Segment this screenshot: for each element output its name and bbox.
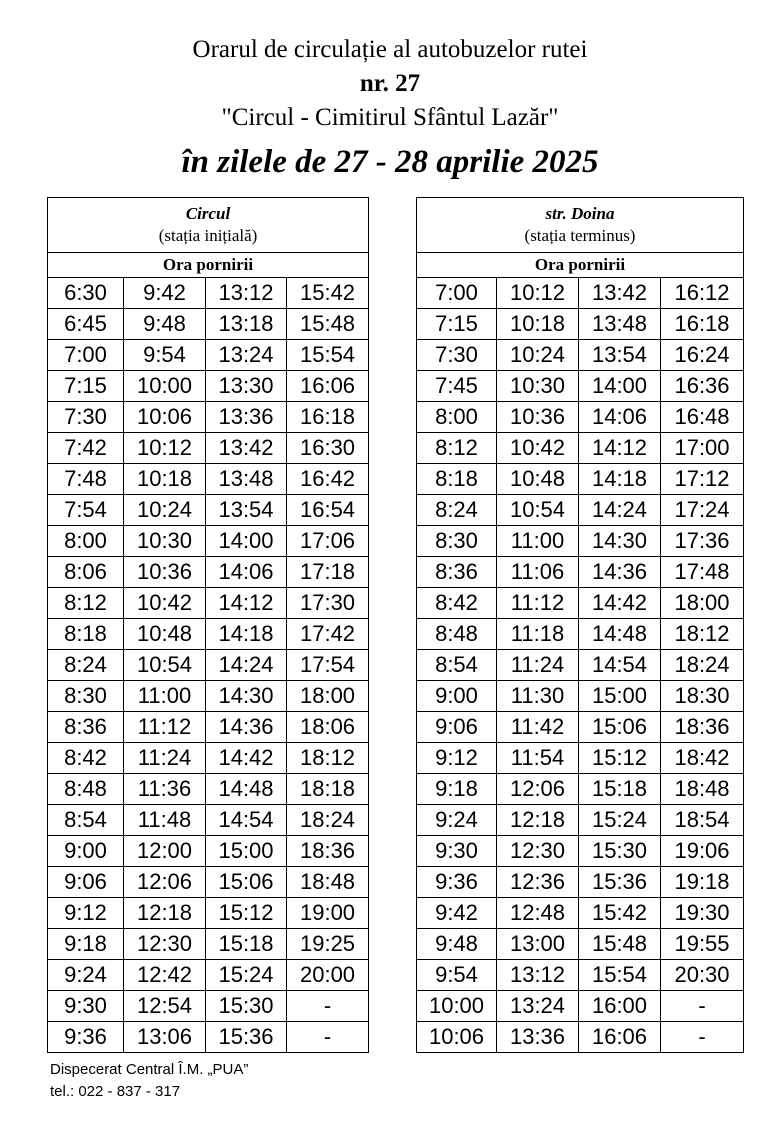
departure-time-cell: 11:24: [124, 743, 206, 774]
departure-time-cell: 9:54: [417, 960, 497, 991]
departure-time-cell: 15:30: [206, 991, 287, 1022]
departure-time-cell: 10:30: [497, 371, 579, 402]
dispatcher-name: Dispecerat Central Î.M. „PUA”: [50, 1061, 249, 1078]
table-row: [48, 340, 369, 371]
departure-time-cell: 8:54: [48, 805, 124, 836]
departure-time-cell: 7:30: [417, 340, 497, 371]
departure-time-cell: 18:42: [661, 743, 744, 774]
departure-time-cell: 7:00: [417, 278, 497, 309]
departure-time-cell: 11:12: [124, 712, 206, 743]
table-row: [48, 371, 369, 402]
table-row: [417, 278, 744, 309]
departure-time-cell: 13:54: [206, 495, 287, 526]
departure-time-cell: 18:30: [661, 681, 744, 712]
departure-time-cell: 9:30: [417, 836, 497, 867]
table-row: [417, 340, 744, 371]
departure-time-cell: 12:06: [124, 867, 206, 898]
departure-time-cell: 9:24: [48, 960, 124, 991]
departure-time-cell: 13:12: [497, 960, 579, 991]
departure-time-cell: 15:42: [287, 278, 369, 309]
departure-time-cell: 14:12: [206, 588, 287, 619]
departure-time-cell: 19:00: [287, 898, 369, 929]
departure-time-cell: 11:42: [497, 712, 579, 743]
departure-time-cell: 8:30: [417, 526, 497, 557]
table-row: [417, 898, 744, 929]
departure-time-cell: 9:42: [417, 898, 497, 929]
departure-time-cell: 9:36: [48, 1022, 124, 1053]
departure-time-cell: 11:36: [124, 774, 206, 805]
departure-time-cell: 7:54: [48, 495, 124, 526]
departure-time-cell: 10:12: [124, 433, 206, 464]
departure-time-cell: 13:42: [579, 278, 661, 309]
table-row: [48, 526, 369, 557]
departure-time-cell: 14:30: [579, 526, 661, 557]
departure-time-cell: -: [287, 991, 369, 1022]
departure-time-cell: 8:00: [417, 402, 497, 433]
departure-time-cell: 17:54: [287, 650, 369, 681]
departure-time-cell: 8:18: [417, 464, 497, 495]
departure-time-cell: 19:25: [287, 929, 369, 960]
departure-time-cell: 17:18: [287, 557, 369, 588]
departure-time-cell: 8:42: [48, 743, 124, 774]
departure-time-cell: 15:30: [579, 836, 661, 867]
departure-time-cell: 13:48: [579, 309, 661, 340]
departure-time-cell: 17:00: [661, 433, 744, 464]
departure-time-cell: 14:00: [579, 371, 661, 402]
schedule-table-circul: [47, 197, 369, 1053]
departure-time-cell: 10:54: [497, 495, 579, 526]
departure-time-cell: 11:24: [497, 650, 579, 681]
departure-time-cell: 15:54: [579, 960, 661, 991]
departure-time-cell: 14:36: [579, 557, 661, 588]
departure-time-cell: 9:00: [417, 681, 497, 712]
departure-time-cell: 10:42: [497, 433, 579, 464]
table-row: [48, 898, 369, 929]
table-row: [48, 650, 369, 681]
departure-time-cell: 10:18: [124, 464, 206, 495]
table-row: [417, 1022, 744, 1053]
schedule-table-str-doina: [416, 197, 744, 1053]
table-row: [48, 743, 369, 774]
departure-time-cell: 13:36: [206, 402, 287, 433]
table-row: [417, 619, 744, 650]
departure-time-cell: 14:00: [206, 526, 287, 557]
departure-time-cell: 14:54: [579, 650, 661, 681]
table-row: [417, 929, 744, 960]
departure-time-cell: 9:48: [124, 309, 206, 340]
departure-time-cell: 7:48: [48, 464, 124, 495]
departure-time-cell: 18:06: [287, 712, 369, 743]
departure-time-cell: 9:36: [417, 867, 497, 898]
departure-time-cell: 15:06: [206, 867, 287, 898]
departure-time-cell: 8:48: [417, 619, 497, 650]
departure-time-cell: 20:00: [287, 960, 369, 991]
departure-time-cell: 14:24: [206, 650, 287, 681]
table-row: [48, 836, 369, 867]
departure-time-cell: 10:24: [497, 340, 579, 371]
departure-time-cell: 18:00: [661, 588, 744, 619]
departure-time-cell: 14:06: [206, 557, 287, 588]
departure-time-cell: 18:48: [287, 867, 369, 898]
table-row: [48, 557, 369, 588]
table-row: [417, 557, 744, 588]
departure-time-cell: 10:54: [124, 650, 206, 681]
departure-time-cell: -: [661, 991, 744, 1022]
departure-time-cell: 12:48: [497, 898, 579, 929]
table-row: [417, 712, 744, 743]
departure-time-cell: 7:00: [48, 340, 124, 371]
departure-time-cell: 14:12: [579, 433, 661, 464]
table-row: [48, 991, 369, 1022]
departure-time-cell: 7:15: [417, 309, 497, 340]
table-row: [417, 743, 744, 774]
departure-time-cell: 14:42: [206, 743, 287, 774]
departure-time-cell: 10:48: [124, 619, 206, 650]
table-row: [417, 371, 744, 402]
departure-time-cell: 14:24: [579, 495, 661, 526]
departure-time-cell: 8:24: [48, 650, 124, 681]
departure-time-cell: 16:30: [287, 433, 369, 464]
departure-time-cell: 10:06: [124, 402, 206, 433]
departure-time-cell: 6:30: [48, 278, 124, 309]
table-row: [48, 588, 369, 619]
departure-time-cell: 8:30: [48, 681, 124, 712]
departure-time-cell: 11:54: [497, 743, 579, 774]
departure-time-cell: 16:18: [287, 402, 369, 433]
table-row: [48, 309, 369, 340]
station-name: Circul: [185, 204, 231, 223]
departure-time-cell: 12:00: [124, 836, 206, 867]
departure-time-cell: 14:06: [579, 402, 661, 433]
table-row: [48, 464, 369, 495]
departure-time-cell: 15:24: [579, 805, 661, 836]
departure-time-cell: -: [661, 1022, 744, 1053]
table-row: [48, 960, 369, 991]
departure-time-cell: 17:30: [287, 588, 369, 619]
departure-time-cell: 12:18: [497, 805, 579, 836]
departure-time-cell: 17:24: [661, 495, 744, 526]
table-row: [417, 526, 744, 557]
departure-time-cell: 10:48: [497, 464, 579, 495]
departure-time-cell: 14:18: [579, 464, 661, 495]
departure-time-cell: 15:18: [206, 929, 287, 960]
departure-time-cell: 13:48: [206, 464, 287, 495]
table-row: [48, 278, 369, 309]
table-row: [417, 836, 744, 867]
dispatcher-phone: tel.: 022 - 837 - 317: [50, 1083, 181, 1100]
departure-time-cell: 13:54: [579, 340, 661, 371]
departure-time-cell: 13:36: [497, 1022, 579, 1053]
departure-time-cell: 14:48: [579, 619, 661, 650]
departure-time-cell: 8:00: [48, 526, 124, 557]
table-row: [417, 991, 744, 1022]
table-row: [417, 960, 744, 991]
departure-time-cell: 10:42: [124, 588, 206, 619]
departure-time-cell: 11:06: [497, 557, 579, 588]
departure-time-cell: 12:18: [124, 898, 206, 929]
departure-time-cell: -: [287, 1022, 369, 1053]
departure-time-cell: 19:30: [661, 898, 744, 929]
departure-time-cell: 17:42: [287, 619, 369, 650]
departure-time-cell: 10:30: [124, 526, 206, 557]
departure-time-cell: 12:42: [124, 960, 206, 991]
departure-time-cell: 9:00: [48, 836, 124, 867]
departure-time-cell: 18:12: [287, 743, 369, 774]
departure-time-cell: 13:24: [206, 340, 287, 371]
departure-time-cell: 11:30: [497, 681, 579, 712]
departure-time-cell: 8:12: [417, 433, 497, 464]
table-row: [417, 309, 744, 340]
departure-time-cell: 19:18: [661, 867, 744, 898]
departure-time-cell: 9:12: [417, 743, 497, 774]
table-row: [48, 681, 369, 712]
table-row: [48, 867, 369, 898]
departure-time-cell: 15:12: [206, 898, 287, 929]
departure-time-cell: 13:12: [206, 278, 287, 309]
table-row: [417, 774, 744, 805]
table-row: [417, 464, 744, 495]
departure-time-cell: 14:18: [206, 619, 287, 650]
departure-time-cell: 9:18: [417, 774, 497, 805]
departure-time-cell: 20:30: [661, 960, 744, 991]
departure-time-cell: 16:12: [661, 278, 744, 309]
schedule-dates: în zilele de 27 - 28 aprilie 2025: [181, 144, 599, 180]
table-row: [417, 402, 744, 433]
departure-time-cell: 15:18: [579, 774, 661, 805]
departure-time-cell: 8:54: [417, 650, 497, 681]
station-note: (stația terminus): [524, 226, 636, 245]
departure-time-cell: 14:54: [206, 805, 287, 836]
departure-time-cell: 16:24: [661, 340, 744, 371]
table-row: [417, 650, 744, 681]
station-header: [417, 198, 744, 253]
departure-time-cell: 12:30: [124, 929, 206, 960]
departure-time-cell: 15:42: [579, 898, 661, 929]
table-row: [48, 1022, 369, 1053]
departure-time-cell: 13:42: [206, 433, 287, 464]
departure-time-cell: 8:36: [417, 557, 497, 588]
departure-time-cell: 15:36: [206, 1022, 287, 1053]
table-row: [417, 433, 744, 464]
departure-time-cell: 11:48: [124, 805, 206, 836]
table-row: [48, 402, 369, 433]
departure-time-cell: 14:36: [206, 712, 287, 743]
table-row: [48, 433, 369, 464]
departure-time-cell: 18:36: [287, 836, 369, 867]
departure-time-cell: 18:24: [661, 650, 744, 681]
departure-time-cell: 18:12: [661, 619, 744, 650]
departure-time-cell: 15:00: [579, 681, 661, 712]
departure-time-cell: 15:36: [579, 867, 661, 898]
departure-time-cell: 12:54: [124, 991, 206, 1022]
departure-time-cell: 9:54: [124, 340, 206, 371]
table-row: [417, 495, 744, 526]
station-note: (stația inițială): [158, 226, 258, 245]
departure-time-cell: 8:06: [48, 557, 124, 588]
departure-time-cell: 12:06: [497, 774, 579, 805]
departure-time-cell: 13:30: [206, 371, 287, 402]
departure-time-cell: 18:48: [661, 774, 744, 805]
departure-time-cell: 16:54: [287, 495, 369, 526]
table-row: [417, 867, 744, 898]
departure-time-cell: 8:24: [417, 495, 497, 526]
departure-time-cell: 11:00: [497, 526, 579, 557]
departure-time-cell: 7:30: [48, 402, 124, 433]
departure-time-cell: 9:06: [417, 712, 497, 743]
departure-time-cell: 12:36: [497, 867, 579, 898]
departure-time-cell: 10:24: [124, 495, 206, 526]
departure-time-cell: 11:12: [497, 588, 579, 619]
table-row: [48, 712, 369, 743]
departure-time-cell: 16:06: [287, 371, 369, 402]
departure-time-cell: 18:18: [287, 774, 369, 805]
departure-time-cell: 16:18: [661, 309, 744, 340]
table-row: [48, 619, 369, 650]
station-header: [48, 198, 369, 253]
table-row: [417, 588, 744, 619]
departure-time-cell: 10:00: [124, 371, 206, 402]
station-name: str. Doina: [545, 204, 615, 223]
departure-time-cell: 14:42: [579, 588, 661, 619]
departure-time-cell: 13:18: [206, 309, 287, 340]
departure-time-cell: 10:36: [124, 557, 206, 588]
departure-time-cell: 16:36: [661, 371, 744, 402]
departure-time-cell: 15:00: [206, 836, 287, 867]
departure-time-cell: 9:24: [417, 805, 497, 836]
departure-time-cell: 18:24: [287, 805, 369, 836]
table-row: [417, 805, 744, 836]
departure-time-cell: 14:48: [206, 774, 287, 805]
departure-time-cell: 8:42: [417, 588, 497, 619]
departure-time-cell: 15:48: [579, 929, 661, 960]
departure-time-cell: 10:06: [417, 1022, 497, 1053]
departure-time-header: Ora pornirii: [417, 253, 744, 278]
departure-time-cell: 19:06: [661, 836, 744, 867]
departure-time-cell: 9:12: [48, 898, 124, 929]
departure-time-cell: 13:24: [497, 991, 579, 1022]
departure-time-cell: 11:00: [124, 681, 206, 712]
departure-time-cell: 9:48: [417, 929, 497, 960]
departure-time-cell: 18:54: [661, 805, 744, 836]
departure-time-cell: 11:18: [497, 619, 579, 650]
header-line-1: Orarul de circulație al autobuzelor rutei: [192, 36, 588, 63]
departure-time-cell: 10:12: [497, 278, 579, 309]
departure-time-cell: 16:00: [579, 991, 661, 1022]
departure-time-cell: 17:36: [661, 526, 744, 557]
departure-time-cell: 14:30: [206, 681, 287, 712]
departure-time-cell: 6:45: [48, 309, 124, 340]
departure-time-cell: 16:06: [579, 1022, 661, 1053]
departure-time-cell: 13:06: [124, 1022, 206, 1053]
departure-time-cell: 13:00: [497, 929, 579, 960]
departure-time-cell: 19:55: [661, 929, 744, 960]
departure-time-cell: 10:18: [497, 309, 579, 340]
departure-time-cell: 8:36: [48, 712, 124, 743]
departure-time-cell: 10:36: [497, 402, 579, 433]
departure-time-cell: 9:42: [124, 278, 206, 309]
table-row: [48, 929, 369, 960]
departure-time-cell: 8:18: [48, 619, 124, 650]
departure-time-cell: 17:48: [661, 557, 744, 588]
departure-time-cell: 17:06: [287, 526, 369, 557]
departure-time-cell: 15:06: [579, 712, 661, 743]
departure-time-cell: 16:48: [661, 402, 744, 433]
table-row: [48, 774, 369, 805]
departure-time-cell: 9:06: [48, 867, 124, 898]
departure-time-cell: 12:30: [497, 836, 579, 867]
departure-time-cell: 15:54: [287, 340, 369, 371]
departure-time-cell: 18:36: [661, 712, 744, 743]
departure-time-cell: 16:42: [287, 464, 369, 495]
departure-time-cell: 17:12: [661, 464, 744, 495]
departure-time-cell: 9:30: [48, 991, 124, 1022]
departure-time-cell: 7:15: [48, 371, 124, 402]
departure-time-cell: 9:18: [48, 929, 124, 960]
departure-time-cell: 18:00: [287, 681, 369, 712]
table-row: [417, 681, 744, 712]
table-row: [48, 495, 369, 526]
departure-time-header: Ora pornirii: [48, 253, 369, 278]
departure-time-cell: 7:45: [417, 371, 497, 402]
departure-time-cell: 10:00: [417, 991, 497, 1022]
departure-time-cell: 8:48: [48, 774, 124, 805]
departure-time-cell: 15:12: [579, 743, 661, 774]
departure-time-cell: 7:42: [48, 433, 124, 464]
departure-time-cell: 8:12: [48, 588, 124, 619]
route-name: "Circul - Cimitirul Sfântul Lazăr": [221, 104, 559, 131]
route-number: nr. 27: [359, 70, 421, 97]
departure-time-cell: 15:24: [206, 960, 287, 991]
departure-time-cell: 15:48: [287, 309, 369, 340]
table-row: [48, 805, 369, 836]
